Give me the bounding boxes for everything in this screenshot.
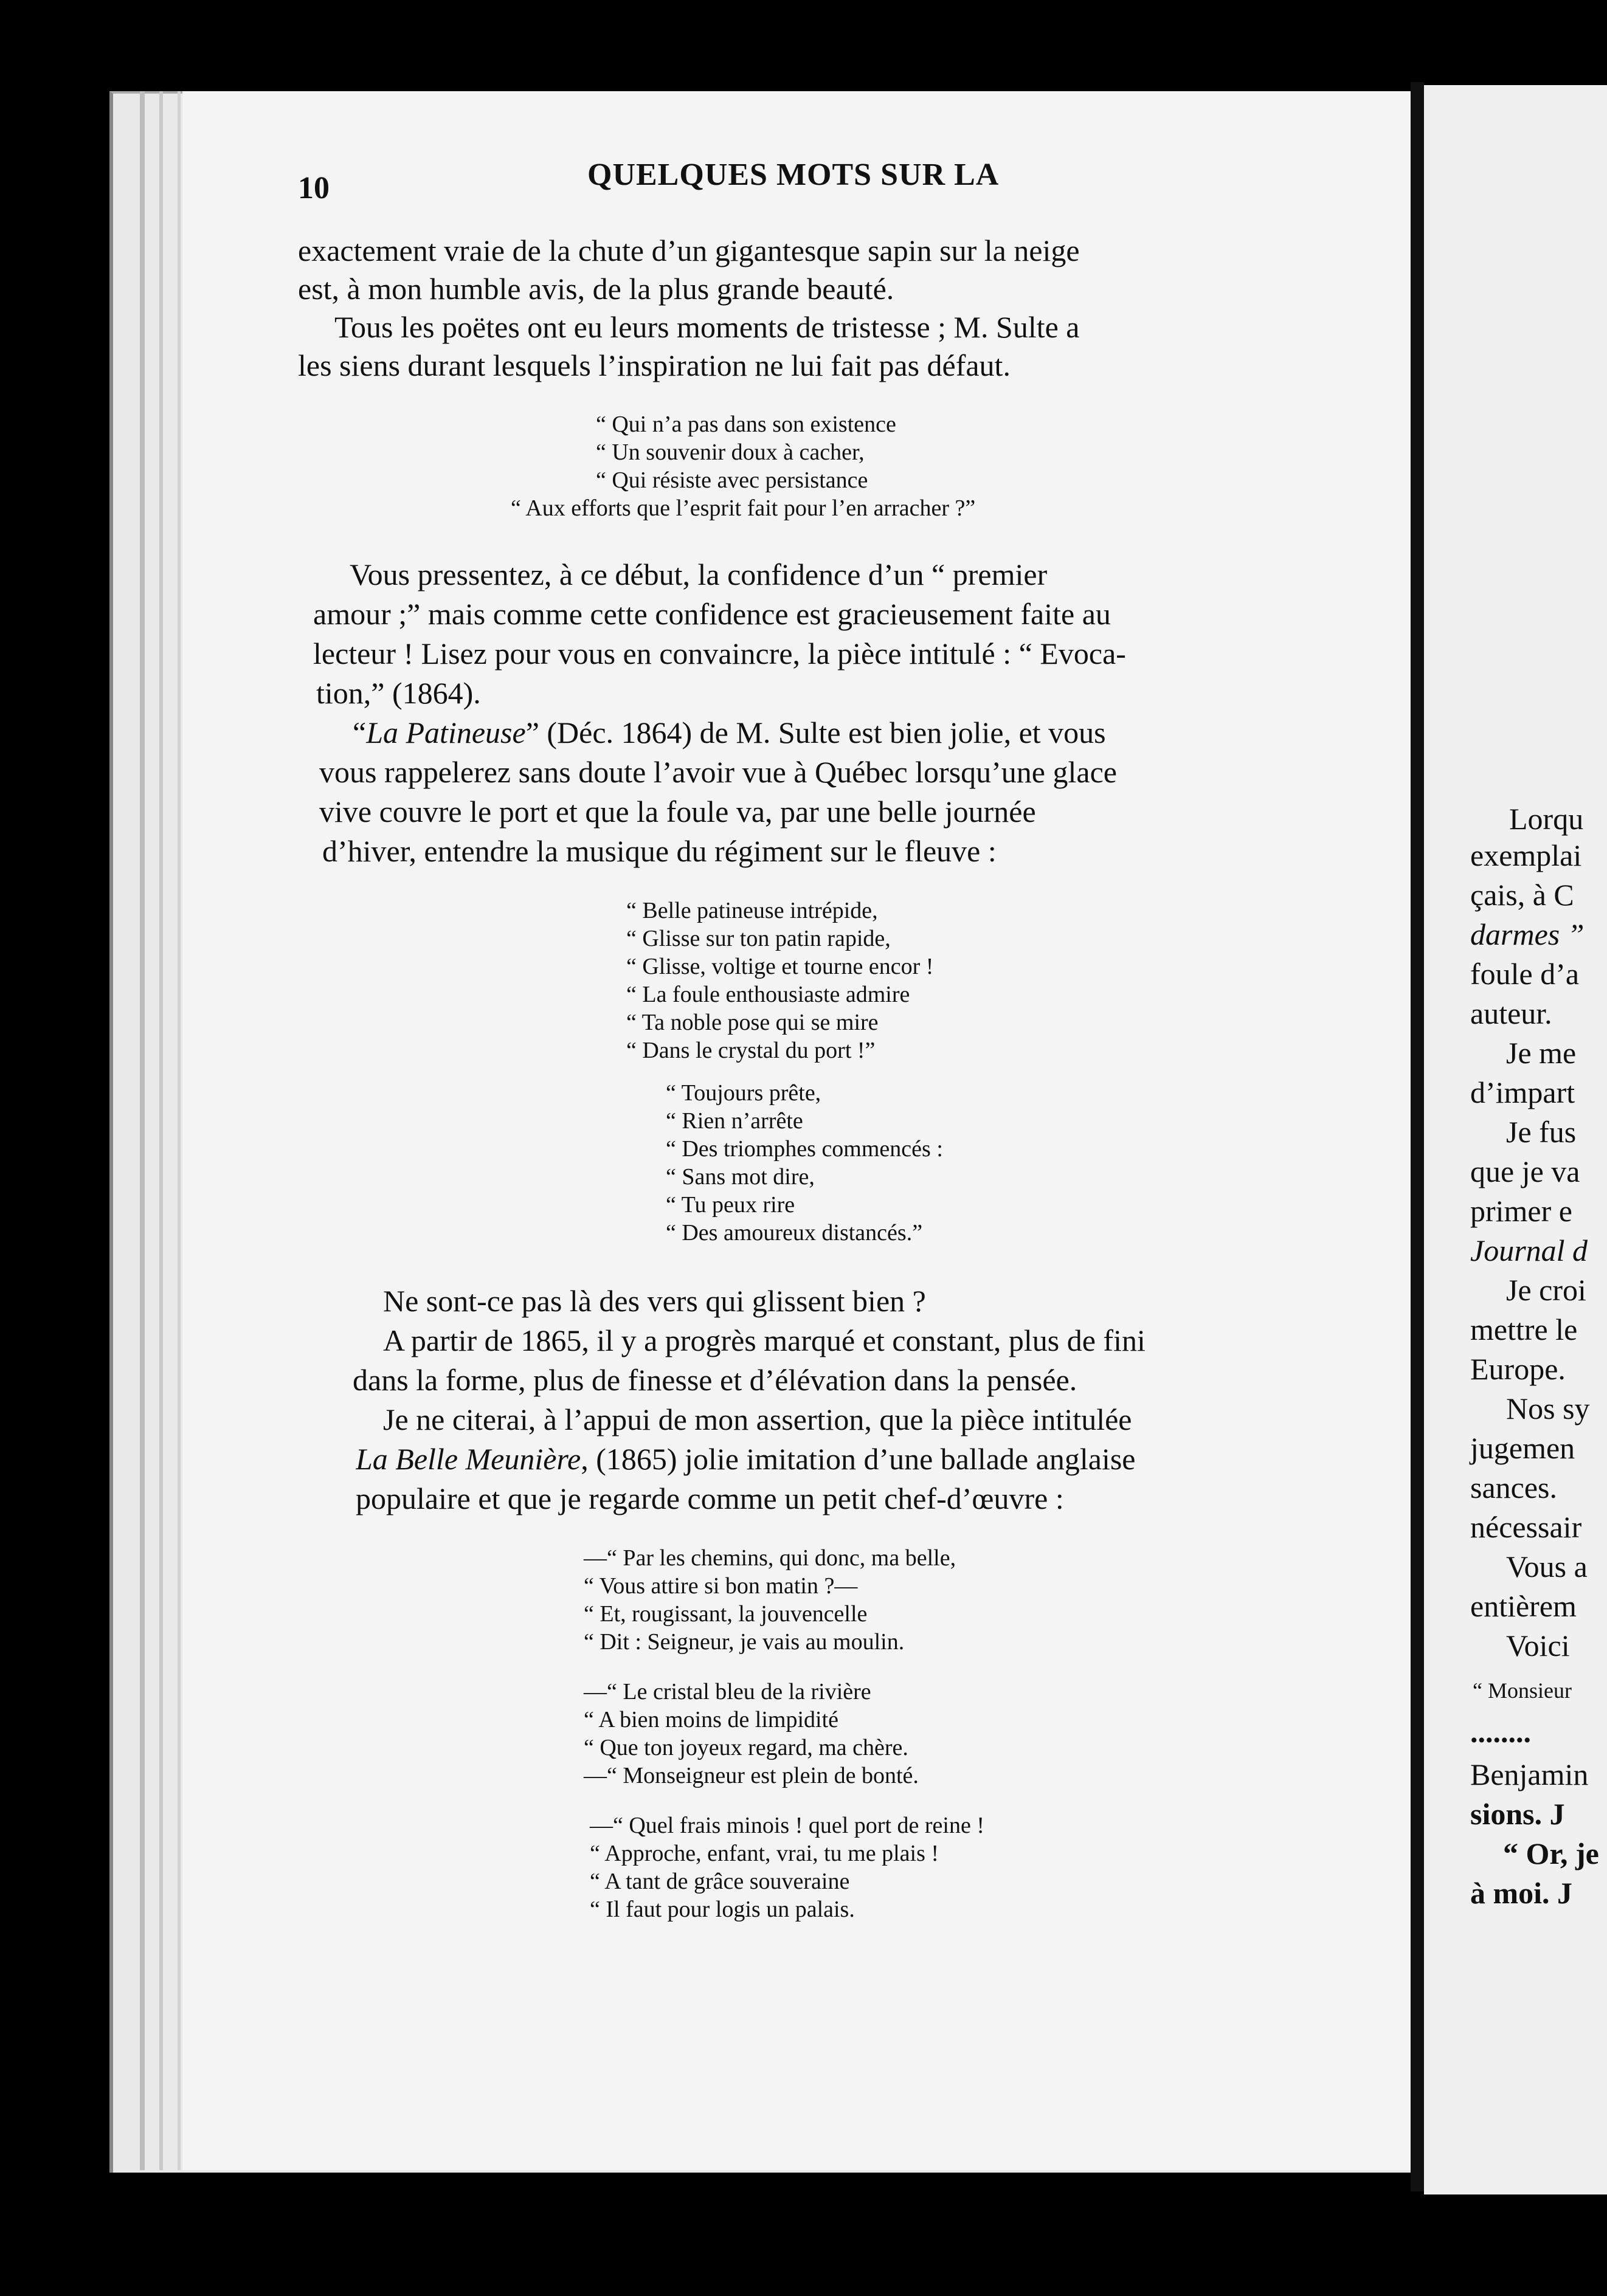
text-fragment: “ Or, je (1503, 1836, 1599, 1870)
verse-line: “ Il faut pour logis un palais. (590, 1897, 855, 1922)
text-line: exactement vraie de la chute d’un gigantesque sapin sur la neige (298, 233, 1080, 267)
verse-line: “ Glisse, voltige et tourne encor ! (626, 954, 934, 979)
text-fragment: Je croi (1506, 1273, 1586, 1307)
text-fragment: nécessair (1470, 1510, 1582, 1544)
verse-line: “ A bien moins de limpidité (584, 1707, 839, 1732)
text-line: vous rappelerez sans doute l’avoir vue à Québec lorsqu’une glace (319, 755, 1117, 789)
verse-line: “ Des triomphes commencés : (666, 1136, 943, 1162)
page-number: 10 (298, 171, 330, 205)
text-fragment: mettre le (1470, 1312, 1578, 1346)
text-line: Je ne citerai, à l’appui de mon assertion, que la pièce intitulée (383, 1402, 1132, 1436)
left-page (182, 91, 1411, 2170)
page-edge (140, 91, 145, 2170)
text-fragment: Europe. (1470, 1352, 1566, 1386)
text-fragment: que je va (1470, 1154, 1580, 1188)
verse-line: “ Sans mot dire, (666, 1164, 815, 1190)
text-fragment: jugemen (1470, 1431, 1575, 1465)
text-fragment: Nos sy (1506, 1391, 1590, 1426)
verse-line: “ Aux efforts que l’esprit fait pour l’en arracher ?” (511, 495, 976, 521)
running-head: QUELQUES MOTS SUR LA (587, 157, 1000, 192)
text-fragment: exemplai (1470, 838, 1582, 872)
verse-line: “ Que ton joyeux regard, ma chère. (584, 1735, 908, 1760)
page-edge (159, 91, 163, 2170)
verse-line: “ A tant de grâce souveraine (590, 1869, 850, 1894)
open-quote: “ (353, 715, 367, 750)
text-fragment: à moi. J (1470, 1876, 1573, 1910)
verse-line: “ Dit : Seigneur, je vais au moulin. (584, 1629, 905, 1655)
text-line: dans la forme, plus de finesse et d’élévation dans la pensée. (353, 1363, 1077, 1397)
verse-line: “ Et, rougissant, la jouvencelle (584, 1601, 868, 1627)
book-gutter (1411, 82, 1424, 2191)
verse-line: “ Toujours prête, (666, 1080, 821, 1106)
text-line: amour ;” mais comme cette confidence est gracieusement faite au (313, 597, 1111, 631)
poem-title: La Belle Meunière (356, 1442, 581, 1476)
verse-line: —“ Par les chemins, qui donc, ma belle, (584, 1545, 956, 1571)
text-line (353, 714, 1356, 751)
text-line: A partir de 1865, il y a progrès marqué et constant, plus de fini (383, 1323, 1146, 1357)
verse-line: “ Qui résiste avec persistance (596, 467, 868, 493)
text-line: les siens durant lesquels l’inspiration ne lui fait pas défaut. (298, 348, 1011, 382)
text-fragment: Vous a (1506, 1550, 1588, 1584)
verse-line: “ Vous attire si bon matin ?— (584, 1573, 858, 1599)
text-fragment: Voici (1506, 1629, 1570, 1663)
verse-line: “ Belle patineuse intrépide, (626, 898, 878, 923)
text-line: vive couvre le port et que la foule va, par une belle journée (319, 795, 1036, 829)
text-line (356, 1441, 1401, 1477)
verse-line: “ La foule enthousiaste admire (626, 982, 910, 1007)
text-fragment: Benjamin (1470, 1757, 1589, 1791)
text-fragment: Journal d (1470, 1233, 1588, 1267)
verse-line: “ Approche, enfant, vrai, tu me plais ! (590, 1841, 939, 1866)
text-fragment: çais, à C (1470, 878, 1574, 912)
text-fragment: sances. (1470, 1470, 1557, 1505)
text-line: Tous les poëtes ont eu leurs moments de tristesse ; M. Sulte a (334, 310, 1080, 344)
text-line: Vous pressentez, à ce début, la confidence d’un “ premier (350, 557, 1048, 591)
verse-line: “ Un souvenir doux à cacher, (596, 440, 865, 465)
text-fragment: Je fus (1506, 1115, 1577, 1149)
verse-line: —“ Monseigneur est plein de bonté. (584, 1763, 919, 1788)
verse-line: —“ Quel frais minois ! quel port de reine ! (590, 1813, 984, 1838)
text-fragment: foule d’a (1470, 957, 1580, 991)
verse-line: —“ Le cristal bleu de la rivière (584, 1679, 871, 1705)
text-fragment: “ Monsieur (1473, 1678, 1572, 1703)
text-fragment: Lorqu (1509, 802, 1584, 836)
text-fragment: entièrem (1470, 1589, 1577, 1623)
text-line: tion,” (1864). (316, 676, 481, 710)
text-fragment: , (1865) jolie imitation d’une ballade anglaise (581, 1442, 1136, 1476)
facing-page (1424, 85, 1607, 2194)
verse-line: “ Tu peux rire (666, 1192, 795, 1218)
text-line: lecteur ! Lisez pour vous en convaincre, la pièce intitulé : “ Evoca- (313, 636, 1126, 671)
text-fragment: sions. J (1470, 1797, 1565, 1831)
text-line: est, à mon humble avis, de la plus grande beauté. (298, 272, 894, 306)
verse-line: “ Ta noble pose qui se mire (626, 1010, 879, 1035)
text-fragment: darmes ” (1470, 917, 1585, 951)
verse-line: “ Des amoureux distancés.” (666, 1220, 923, 1246)
text-fragment: ........ (1470, 1715, 1531, 1749)
verse-line: “ Rien n’arrête (666, 1108, 803, 1134)
verse-line: “ Dans le crystal du port !” (626, 1038, 876, 1063)
verse-line: “ Qui n’a pas dans son existence (596, 412, 896, 437)
verse-line: “ Glisse sur ton patin rapide, (626, 926, 891, 951)
text-line: Ne sont-ce pas là des vers qui glissent bien ? (383, 1284, 926, 1318)
text-fragment: Je me (1506, 1036, 1577, 1070)
text-fragment: auteur. (1470, 996, 1552, 1030)
text-line: d’hiver, entendre la musique du régiment sur le fleuve : (322, 834, 997, 868)
text-fragment: d’impart (1470, 1075, 1575, 1109)
text-line: populaire et que je regarde comme un petit chef-d’œuvre : (356, 1481, 1064, 1515)
text-fragment: ” (Déc. 1864) de M. Sulte est bien jolie, et vous (525, 715, 1106, 750)
poem-title: La Patineuse (366, 715, 526, 750)
page-edge (178, 91, 181, 2170)
text-fragment: primer e (1470, 1194, 1572, 1228)
